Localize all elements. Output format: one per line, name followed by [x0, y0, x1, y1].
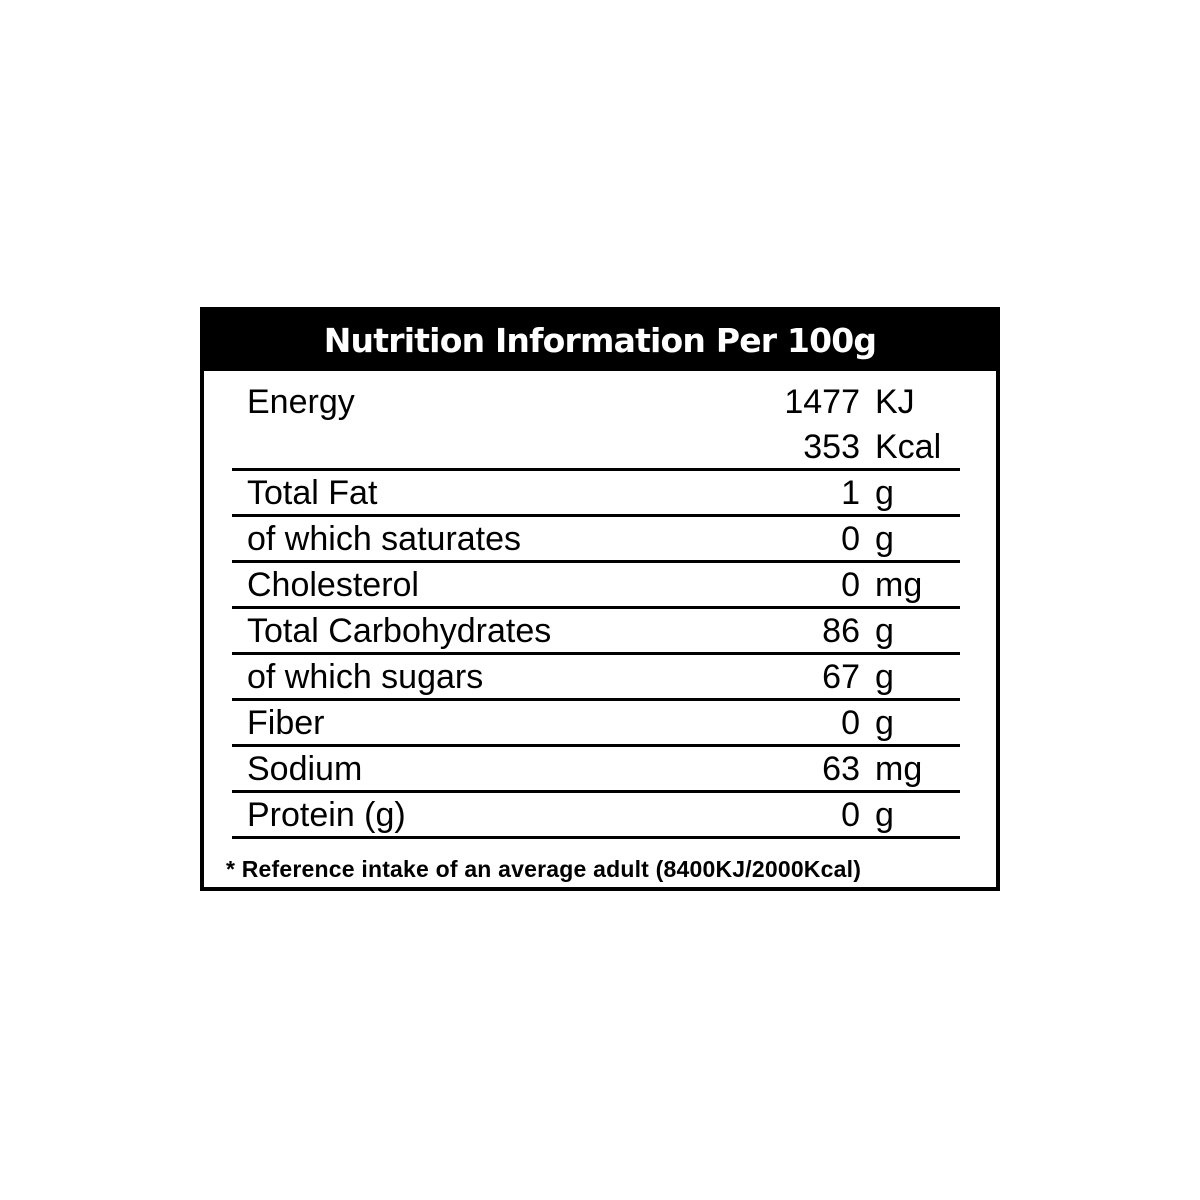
nutrient-row-fiber	[232, 700, 960, 747]
nutrient-row-cholesterol	[232, 562, 960, 609]
nutrient-unit: g	[875, 612, 894, 650]
energy-kj-value: 1477	[784, 383, 860, 421]
energy-label: Energy	[247, 383, 355, 421]
nutrient-value: 67	[822, 658, 860, 696]
energy-kcal-row	[232, 424, 960, 471]
nutrient-row-carbohydrates	[232, 608, 960, 655]
nutrient-label: of which saturates	[247, 520, 522, 558]
nutrient-unit: g	[875, 474, 894, 512]
nutrient-value: 0	[841, 520, 860, 558]
nutrient-row-sugars	[232, 654, 960, 701]
energy-kj-unit: KJ	[875, 383, 915, 421]
energy-kcal-value: 353	[803, 428, 860, 466]
nutrient-label: Total Carbohydrates	[247, 612, 552, 650]
nutrient-unit: g	[875, 796, 894, 834]
nutrient-value: 0	[841, 704, 860, 742]
nutrient-value: 86	[822, 612, 860, 650]
nutrient-label: of which sugars	[247, 658, 484, 696]
nutrient-row-protein	[232, 792, 960, 839]
nutrient-row-saturates	[232, 516, 960, 563]
nutrient-value: 1	[841, 474, 860, 512]
energy-kcal-unit: Kcal	[875, 428, 942, 466]
nutrient-label: Total Fat	[247, 474, 378, 512]
nutrient-unit: g	[875, 520, 894, 558]
reference-intake-footnote: * Reference intake of an average adult (8400KJ/2000Kcal)	[226, 856, 862, 882]
nutrient-value: 0	[841, 796, 860, 834]
nutrient-label: Cholesterol	[247, 566, 419, 604]
nutrient-unit: g	[875, 658, 894, 696]
nutrient-label: Protein (g)	[247, 796, 406, 834]
nutrient-value: 0	[841, 566, 860, 604]
nutrition-title: Nutrition Information Per 100g	[204, 311, 996, 371]
nutrient-label: Sodium	[247, 750, 363, 788]
nutrient-unit: g	[875, 704, 894, 742]
nutrition-label	[200, 307, 1000, 891]
nutrient-value: 63	[822, 750, 860, 788]
nutrient-row-sodium	[232, 746, 960, 793]
nutrient-row-total-fat	[232, 470, 960, 517]
nutrient-unit: mg	[875, 566, 923, 604]
energy-kj-row	[232, 379, 960, 423]
nutrient-label: Fiber	[247, 704, 325, 742]
nutrient-unit: mg	[875, 750, 923, 788]
